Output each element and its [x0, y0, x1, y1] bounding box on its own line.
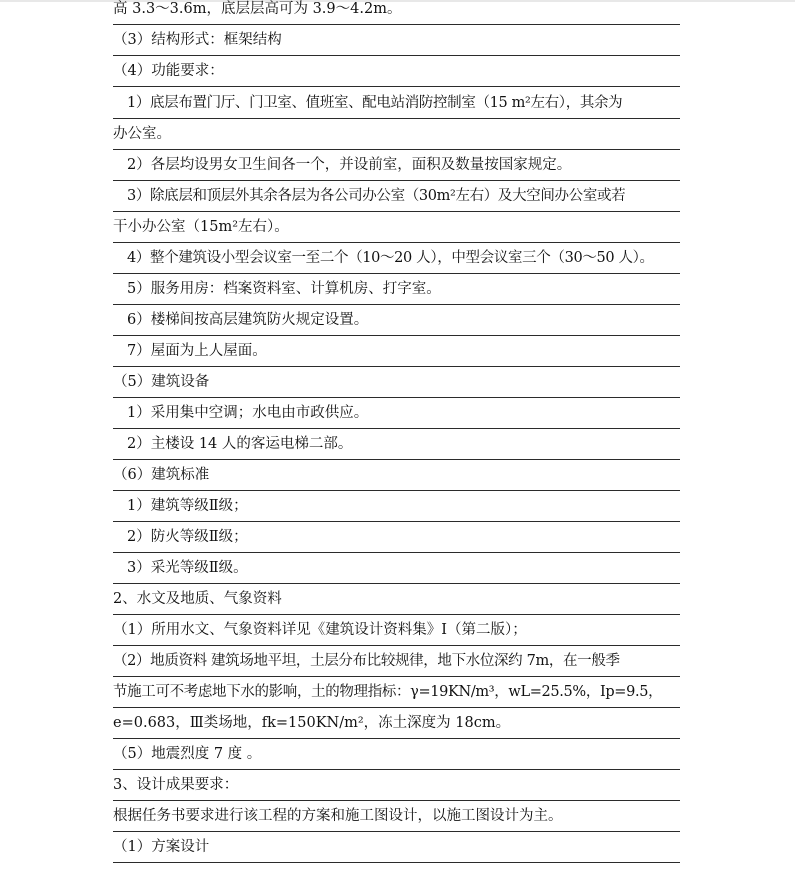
text-line — [113, 88, 680, 119]
line-text: 5）服务用房：档案资料室、计算机房、打字室。 — [127, 281, 441, 297]
text-line — [113, 243, 680, 274]
text-line — [113, 584, 680, 615]
text-line — [113, 460, 680, 491]
line-text: 4）整个建筑设小型会议室一至二个（10～20 人），中型会议室三个（30～50 人）。 — [127, 250, 654, 266]
line-text: （3）结构形式：框架结构 — [113, 32, 282, 48]
text-line — [113, 801, 680, 832]
line-text: 3、设计成果要求： — [113, 777, 239, 793]
line-text: （5）建筑设备 — [113, 374, 210, 390]
text-line — [113, 522, 680, 553]
line-text: 6）楼梯间按高层建筑防火规定设置。 — [127, 312, 369, 328]
line-text: 2）防火等级Ⅱ级； — [127, 529, 248, 545]
line-text: （6）建筑标准 — [113, 467, 210, 483]
text-line — [113, 212, 680, 243]
text-line — [113, 491, 680, 522]
text-line — [113, 25, 680, 56]
line-text: 1）底层布置门厅、门卫室、值班室、配电站消防控制室（15 m²左右），其余为 — [127, 95, 623, 111]
line-text: 7）屋面为上人屋面。 — [127, 343, 267, 359]
text-line — [113, 0, 680, 25]
text-line — [113, 770, 680, 801]
line-text: 高 3.3～3.6m，底层层高可为 3.9～4.2m。 — [113, 1, 402, 17]
text-line — [113, 336, 680, 367]
line-text: 2）主楼设 14 人的客运电梯二部。 — [127, 436, 353, 452]
text-line — [113, 429, 680, 460]
line-text: e=0.683，Ⅲ类场地，fk=150KN/m²，冻土深度为 18cm。 — [113, 715, 511, 731]
line-text: （1）方案设计 — [113, 839, 210, 855]
text-line — [113, 274, 680, 305]
line-text: （4）功能要求： — [113, 63, 224, 79]
text-line — [113, 615, 680, 646]
line-text: 3）除底层和顶层外其余各层为各公司办公室（30m²左右）及大空间办公室或若 — [127, 188, 626, 204]
text-line — [113, 677, 680, 708]
text-line — [113, 367, 680, 398]
line-text: 2、水文及地质、气象资料 — [113, 591, 282, 607]
line-text: 根据任务书要求进行该工程的方案和施工图设计，以施工图设计为主。 — [113, 808, 563, 824]
text-line — [113, 832, 680, 863]
text-line — [113, 398, 680, 429]
line-text: 1）采用集中空调；水电由市政供应。 — [127, 405, 369, 421]
text-line — [113, 119, 680, 150]
line-text: （2）地质资料 建筑场地平坦，土层分布比较规律，地下水位深约 7m，在一般季 — [113, 653, 620, 669]
line-text: 3）采光等级Ⅱ级。 — [127, 560, 248, 576]
text-line — [113, 739, 680, 770]
line-text: 节施工可不考虑地下水的影响，土的物理指标：γ=19KN/m³，wL=25.5%，Ip=9.5， — [113, 684, 663, 700]
line-text: 1）建筑等级Ⅱ级； — [127, 498, 248, 514]
text-line — [113, 553, 680, 584]
line-text: 办公室。 — [113, 126, 171, 142]
text-line — [113, 150, 680, 181]
text-line — [113, 305, 680, 336]
text-line — [113, 646, 680, 677]
line-text: 干小办公室（15m²左右）。 — [113, 219, 289, 235]
line-text: （5）地震烈度 7 度 。 — [113, 746, 262, 762]
line-text: （1）所用水文、气象资料详见《建筑设计资料集》Ⅰ（第二版）； — [113, 622, 527, 638]
text-line — [113, 708, 680, 739]
text-line — [113, 181, 680, 212]
text-line — [113, 56, 680, 87]
line-text: 2）各层均设男女卫生间各一个，并设前室，面积及数量按国家规定。 — [127, 157, 572, 173]
